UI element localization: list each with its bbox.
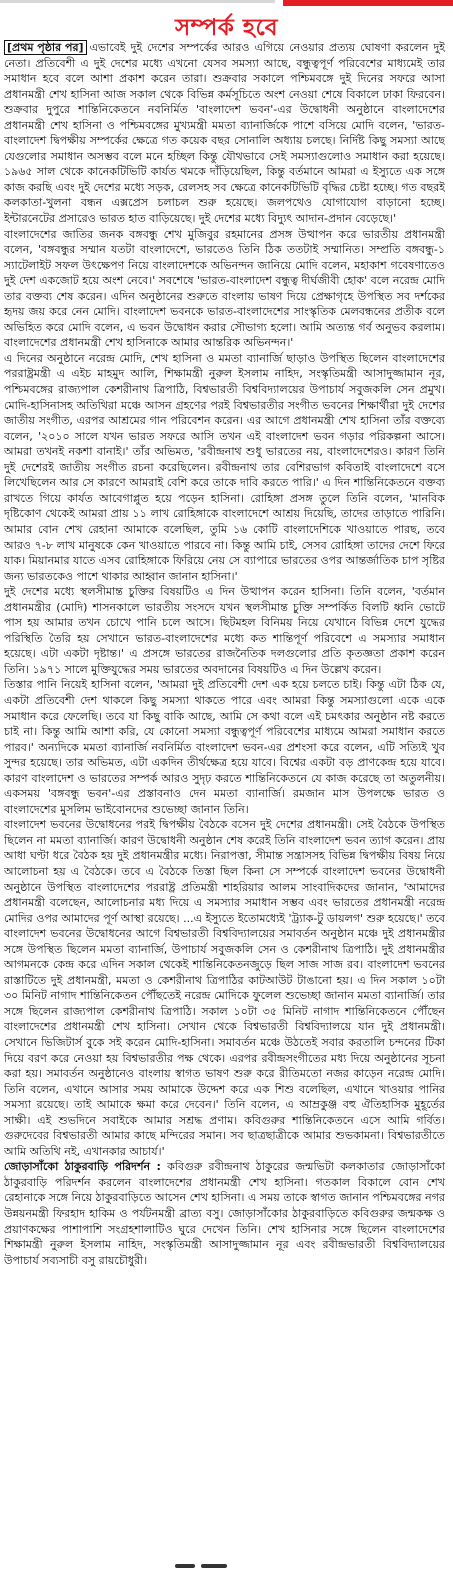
top-rule-gray [0, 0, 275, 3]
article-body [4, 40, 445, 1545]
top-accent-bar [0, 0, 453, 7]
paragraph-2: বাংলাদেশের জাতির জনক বঙ্গবন্ধু শেখ মুজিবুর রহমানের প্রসঙ্গ উত্থাপন করে ভারতীয় প্রধানমন্ত্রী বলেন, 'বঙ্গবন্ধুর সম্মান যতটা বাংলাদেশে, ভারতেও তিনি ঠিক ততটাই সম্মানিত। সম্প্রতি বঙ্গবন্ধু-১ স্যাটেলাইট সফল উৎক্ষেপণ নিয়ে বাংলাদেশকে অভিনন্দন জানিয়ে মোদি বলেন, মহাকাশ গবেষণাতেও দুই দেশ একজোট হয়ে অংশ নেবে।' সবশেষে 'ভারত-বাংলাদেশ বন্ধুত্ব দীর্ঘজীবী হোক' বলে নরেন্দ্র মোদি তার বক্তব্য শেষ করেন। এদিন অনুষ্ঠানের শুরুতে বাংলায় ভাষণ দিয়ে প্রেক্ষাগৃহে উপস্থিত সব দর্শকের হৃদয় জয় করে নেন মোদি। বাংলাদেশ ভবনকে ভারত-বাংলাদেশের সাংস্কৃতিক মেলবন্ধনের প্রতীক বলে অভিহিত করে মোদি বলেন, এ ভবন উদ্বোধন করার সৌভাগ্য হলো। আমি অত্যন্ত গর্ব অনুভব করলাম। বাংলাদেশের প্রধানমন্ত্রী শেখ হাসিনাকে আমার আন্তরিক অভিনন্দন।' [4, 227, 445, 350]
continued-dash [175, 1564, 195, 1568]
article-headline: সম্পর্ক হবে [174, 15, 279, 41]
continuation-tag-label: প্রথম পৃষ্ঠার পর [12, 41, 79, 54]
paragraph-3: এ দিনের অনুষ্ঠানে নরেন্দ্র মোদি, শেখ হাসিনা ও মমতা ব্যানার্জি ছাড়াও উপস্থিত ছিলেন বাংলাদেশের পররাষ্ট্রমন্ত্রী এ এইচ মাহমুদ আলি, শিক্ষামন্ত্রী নুরুল ইসলাম নাহিদ, সংস্কৃতিমন্ত্রী আসাদুজ্জামান নূর, পশ্চিমবঙ্গের রাজ্যপাল কেশরীনাথ ত্রিপাঠি, বিশ্বভারতী বিশ্ববিদ্যালয়ের উপাচার্য সবুজকলি সেন প্রমুখ। মোদি-হাসিনাসহ অতিথিরা মঞ্চে আসন গ্রহণের পরই বিশ্বভারতীর সংগীত ভবনের শিক্ষার্থীরা দুই দেশের জাতীয় সংগীত, এরপর আশ্রমের গান পরিবেশন করেন। এর আগে প্রধানমন্ত্রী শেখ হাসিনা তাঁর বক্তব্যে বলেন, '২০১০ সালে যখন ভারত সফরে আসি তখন এই বাংলাদেশ ভবন গড়ার পরিকল্পনা আসে। আমরা তখনই নকশা বানাই।' তাঁর অভিমত, 'রবীন্দ্রনাথ শুধু ভারতের নয়, বাংলাদেশেরও। কারণ তিনি দুই দেশেরই জাতীয় সংগীত রচনা করেছিলেন। রবীন্দ্রনাথ তার বেশিরভাগ কবিতাই বাংলাদেশে বসে লিখেছিলেন আর সে কারণে আমরাই বেশি করে তাকে দাবি করতে পারি।' এ দিন শান্তিনিকেতনে বক্তব্য রাখতে গিয়ে কার্যত আবেগাপ্লুত হয়ে পড়েন হাসিনা। রোহিঙ্গা প্রসঙ্গ তুলে তিনি বলেন, 'মানবিক দৃষ্টিকোণ থেকেই আমরা প্রায় ১১ লাখ রোহিঙ্গাকে বাংলাদেশে আশ্রয় দিয়েছি, তাদের তাড়াতে পারিনি। আমার বোন শেখ রেহানা আমাকে বলেছিল, তুমি ১৬ কোটি বাংলাদেশিকে খাওয়াতে পারছ, তবে আরও ৭-৮ লাখ মানুষকে কেন খাওয়াতে পারবে না। কিন্তু আমি চাই, সেসব রোহিঙ্গা তাদের দেশে ফিরে যাক। মিয়ানমার যাতে এসব রোহিঙ্গাকে ফিরিয়ে নেয় সে ব্যাপারে ভারতের ওপর আন্তর্জাতিক চাপ সৃষ্টির জন্য ভারতকেও পাশে থাকার আহ্বান জানান হাসিনা।' [4, 351, 445, 583]
paragraph-1 [4, 40, 445, 227]
paragraph-1-text: এভাবেই দুই দেশের সম্পর্কের আরও এগিয়ে নেওয়ার প্রত্যয় ঘোষণা করলেন দুই নেতা। প্রতিবেশী এ দুই দেশের মধ্যে এখনো যেসব সমস্যা আছে, বন্ধুত্বপূর্ণ পরিবেশের মাধ্যমেই তার সমাধান হবে বলে আশা প্রকাশ করেন তারা। শুক্রবার সকালে পশ্চিমবঙ্গে দুই দিনের সফরে আসা প্রধানমন্ত্রী শেখ হাসিনা আজ সকাল থেকে বিভিন্ন কর্মসূচিতে অংশ নেওয়া শেষে বিকালে ঢাকা ফিরবেন। শুক্রবার দুপুরে শান্তিনিকেতনে নবনির্মিত 'বাংলাদেশ ভবন'-এর উদ্বোধনী অনুষ্ঠানে বাংলাদেশের প্রধানমন্ত্রী শেখ হাসিনা ও পশ্চিমবঙ্গের মুখ্যমন্ত্রী মমতা ব্যানার্জিকে পাশে বসিয়ে মোদি বলেন, 'ভারত-বাংলাদেশ দ্বিপক্ষীয় সম্পর্কের ক্ষেত্রে গত কয়েক বছর সোনালি অধ্যায় চলছে। নির্দিষ্ট কিছু সমস্যা আছে যেগুলোর সমাধান অসম্ভব বলে মনে হচ্ছিল কিন্তু যৌথভাবে সেই সমস্যাগুলোও সমাধান করা হয়েছে। ১৯৬৫ সাল থেকে কানেকটিভিটি কার্যত থমকে দাঁড়িয়েছিল, কিন্তু বর্তমানে আমরা এ ইস্যুতে এক সঙ্গে কাজ করছি এবং দুই দেশের মধ্যে সড়ক, রেলসহ সব ক্ষেত্রে কানেকটিভিটি বৃদ্ধির চেষ্টা হচ্ছে। গত বছরই কলকাতা-খুলনা বন্ধন এক্সপ্রেস চলাচল শুরু হয়েছে। জলপথেও যোগাযোগ বাড়ানো হচ্ছে। ইন্টারনেটের প্রসারেও ভারত হাত বাড়িয়েছে। দুই দেশের মধ্যে বিদ্যুৎ আদান-প্রদান বেড়েছে।' [4, 41, 445, 226]
paragraph-7-text: কবিগুরু রবীন্দ্রনাথ ঠাকুরের জন্মভিটা কলকাতার জোড়াসাঁকো ঠাকুরবাড়ি পরিদর্শন করলেন বাংলাদেশের প্রধানমন্ত্রী শেখ হাসিনা। গতকাল বিকালে বোন শেখ রেহানাকে সঙ্গে নিয়ে ঠাকুরবাড়িতে আসেন শেখ হাসিনা। এ সময় তাকে স্বাগত জানান পশ্চিমবঙ্গের নগর উন্নয়নমন্ত্রী ফিরহাদ হাকিম ও পর্যটনমন্ত্রী ব্রাত্য বসু। জোড়াসাঁকোর ঠাকুরবাড়িতে কবিগুরুর জন্মকক্ষ ও প্রয়াণকক্ষের পাশাপাশি সংগ্রহশালাটিও ঘুরে দেখেন তিনি। শেখ হাসিনার সঙ্গে ছিলেন বাংলাদেশের শিক্ষামন্ত্রী নুরুল ইসলাম নাহিদ, সংস্কৃতিমন্ত্রী আসাদুজ্জামান নূর এবং রবীন্দ্রভারতী বিশ্ববিদ্যালয়ের উপাচার্য সব্যসাচী বসু রায়চৌধুরী। [4, 1160, 445, 1267]
continued-dash [201, 1564, 227, 1568]
continuation-tag: [প্রথম পৃষ্ঠার পর] [4, 40, 87, 55]
paragraph-7 [4, 1159, 445, 1268]
paragraph-6: বাংলাদেশ ভবনের উদ্বোধনের পরই দ্বিপক্ষীয় বৈঠকে বসেন দুই দেশের প্রধানমন্ত্রী। সেই বৈঠকে উপস্থিত ছিলেন না মমতা ব্যানার্জি। কারণ উদ্বোধনী অনুষ্ঠান শেষ করেই তিনি বাংলাদেশ ভবন ত্যাগ করেন। প্রায় আধা ঘণ্টা ধরে বৈঠক হয় দুই প্রধানমন্ত্রীর মধ্যে। নিরাপত্তা, সীমান্ত সন্ত্রাসসহ বিভিন্ন দ্বিপক্ষীয় বিষয় নিয়ে আলোচনা হয় এ বৈঠকে। তবে এ বৈঠকে তিস্তা ছিল কিনা সে সম্পর্কে বাংলাদেশ ভবনের উদ্বোধনী অনুষ্ঠানে উপস্থিত বাংলাদেশের পররাষ্ট্র প্রতিমন্ত্রী শাহরিয়ার আলম সাংবাদিকদের জানান, 'আমাদের প্রধানমন্ত্রী বলেছেন, আলোচনার মধ্য দিয়ে এ সমস্যার সমাধান সম্ভব এবং ভারতের প্রধানমন্ত্রী নরেন্দ্র মোদির ওপর আমাদের পূর্ণ আস্থা রয়েছে। ...এ ইস্যুতে ইতোমধ্যেই 'ট্র্যাক-টু ডায়লগ' শুরু হয়েছে।' তবে বাংলাদেশ ভবনের উদ্বোধনের আগে বিশ্বভারতী বিশ্ববিদ্যালয়ের সমাবর্তন অনুষ্ঠান মঞ্চে দুই প্রধানমন্ত্রীর সঙ্গে উপস্থিত ছিলেন মমতা ব্যানার্জি, উপাচার্য সবুজকলি সেন ও কেশরীনাথ ত্রিপাঠি। দুই প্রধানমন্ত্রীর আগমনকে কেন্দ্র করে এদিন সকাল থেকেই শান্তিনিকেতনজুড়ে ছিল সাজ সাজ রব। বাংলাদেশ ভবনের রাস্তাটিতে দুই প্রধানমন্ত্রী, মমতা ও কেশরীনাথ ত্রিপাঠির কাটআউট টাঙানো হয়। এ দিন সকাল ১০টা ৩০ মিনিট নাগাদ শান্তিনিকেতন পৌঁছতেই নরেন্দ্র মোদিকে ফুলেল শুভেচ্ছা জানান মমতা ব্যানার্জি। তার সঙ্গে ছিলেন রাজ্যপাল কেশরীনাথ ত্রিপাঠি। সকাল ১০টা ৩৫ মিনিট নাগাদ শান্তিনিকেতনে পৌঁছেন বাংলাদেশের প্রধানমন্ত্রী শেখ হাসিনা। সেখান থেকে বিশ্বভারতী বিশ্ববিদ্যালয়ে যান দুই প্রধানমন্ত্রী। সেখানে ভিজিটার্স বুকে সই করেন মোদি-হাসিনা। সমাবর্তন মঞ্চে উঠতেই সবার করতালি চন্দনের টিকা দিয়ে বরণ করে নেওয়া হয় বিশ্বভারতীর পক্ষ থেকে। এরপর রবীন্দ্রসংগীতের মধ্য দিয়ে অনুষ্ঠানের সূচনা করা হয়। সমাবর্তন অনুষ্ঠানেও বাংলায় স্বাগত ভাষণ শুরু করে রীতিমতো নজর কাড়েন নরেন্দ্র মোদি। তিনি বলেন, এখানে আসার সময় আমাকে উদ্দেশ করে এক শিশু বলেছিল, এখানে খাওয়ার পানির সমস্যা রয়েছে। তাই আমাকে ক্ষমা করে দেবেন।' তিনি বলেন, এ আম্রকুঞ্জ বহু ঐতিহাসিক মুহূর্তের সাক্ষী। এই শুভদিনে সবাইকে আমার সশ্রদ্ধ প্রণাম। কবিগুরুর শান্তিনিকেতনে এসে আমি গর্বিত। গুরুদেবের বিশ্বভারতী আমার কাছে মন্দিরের সমান। সব ছাত্রছাত্রীকে আমার শুভকামনা। বিশ্বভারতীতে আমি অতিথি নই, এখানকার আচার্য।' [4, 818, 445, 1158]
subhead-jorasanko: জোড়াসাঁকো ঠাকুরবাড়ি পরিদর্শন : [4, 1160, 161, 1174]
continued-marker [175, 1553, 275, 1557]
paragraph-4: দুই দেশের মধ্যে স্থলসীমান্ত চুক্তির বিষয়টিও এ দিন উত্থাপন করেন হাসিনা। তিনি বলেন, 'বর্তমান প্রধানমন্ত্রীর (মোদি) শাসনকালে ভারতীয় সংসদে যখন স্থলসীমান্ত চুক্তি সম্পর্কিত বিলটি ধ্বনি ভোটে পাস হয় আমার তখন চোখে পানি চলে আসে। ছিটমহল বিনিময় নিয়ে যেখানে বিভিন্ন দেশে যুদ্ধের পরিস্থিতি তৈরি হয় সেখানে ভারত-বাংলাদেশের মধ্যে কত শান্তিপূর্ণ পরিবেশে এ সমস্যার সমাধান হয়েছে। এটা একটা দৃষ্টান্ত।' এ প্রসঙ্গে ভারতের রাজনৈতিক দলগুলোর প্রতি কৃতজ্ঞতা প্রকাশ করেন তিনি। ১৯৭১ সালে মুক্তিযুদ্ধের সময় ভারতের অবদানের বিষয়টিও এ দিন উল্লেখ করেন। [4, 585, 445, 676]
paragraph-5: তিস্তার পানি নিয়েই হাসিনা বলেন, 'আমরা দুই প্রতিবেশী দেশ এক হয়ে চলতে চাই। কিন্তু এটা ঠিক যে, একটা প্রতিবেশী দেশ থাকলে কিছু সমস্যা থাকতে পারে এবং আমরা কিন্তু সমস্যাগুলো একে একে সমাধান করে ফেলেছি। তবে যা কিছু বাকি আছে, আমি সে কথা বলে এই চমৎকার অনুষ্ঠান নষ্ট করতে চাই না। কিন্তু আমি আশা করি, যে কোনো সমস্যা বন্ধুত্বপূর্ণ পরিবেশের মাধ্যমে আমরা সমাধান করতে পারব।' অন্যদিকে মমতা ব্যানার্জি নবনির্মিত বাংলাদেশ ভবন-এর প্রশংসা করে বলেন, এটি সত্যিই খুব সুন্দর হয়েছে। তার অভিমত, এটা একদিন তীর্থক্ষেত্র হয়ে যাবে। বিশ্বের একটা বড় প্রাণকেন্দ্র হয়ে যাবে। কারণ বাংলাদেশ ও ভারতের সম্পর্ক আরও সুদৃঢ় করতে শান্তিনিকেতনে যে কাজ করেছে তা অতুলনীয়। একসময় 'বঙ্গবন্ধু ভবন'-এর প্রস্তাবনাও দেন মমতা ব্যানার্জি। রমজান মাস উপলক্ষে ভারত ও বাংলাদেশের মুসলিম ভাইবোনদের শুভেচ্ছা জানান তিনি। [4, 678, 445, 816]
top-rule-red [283, 0, 453, 6]
